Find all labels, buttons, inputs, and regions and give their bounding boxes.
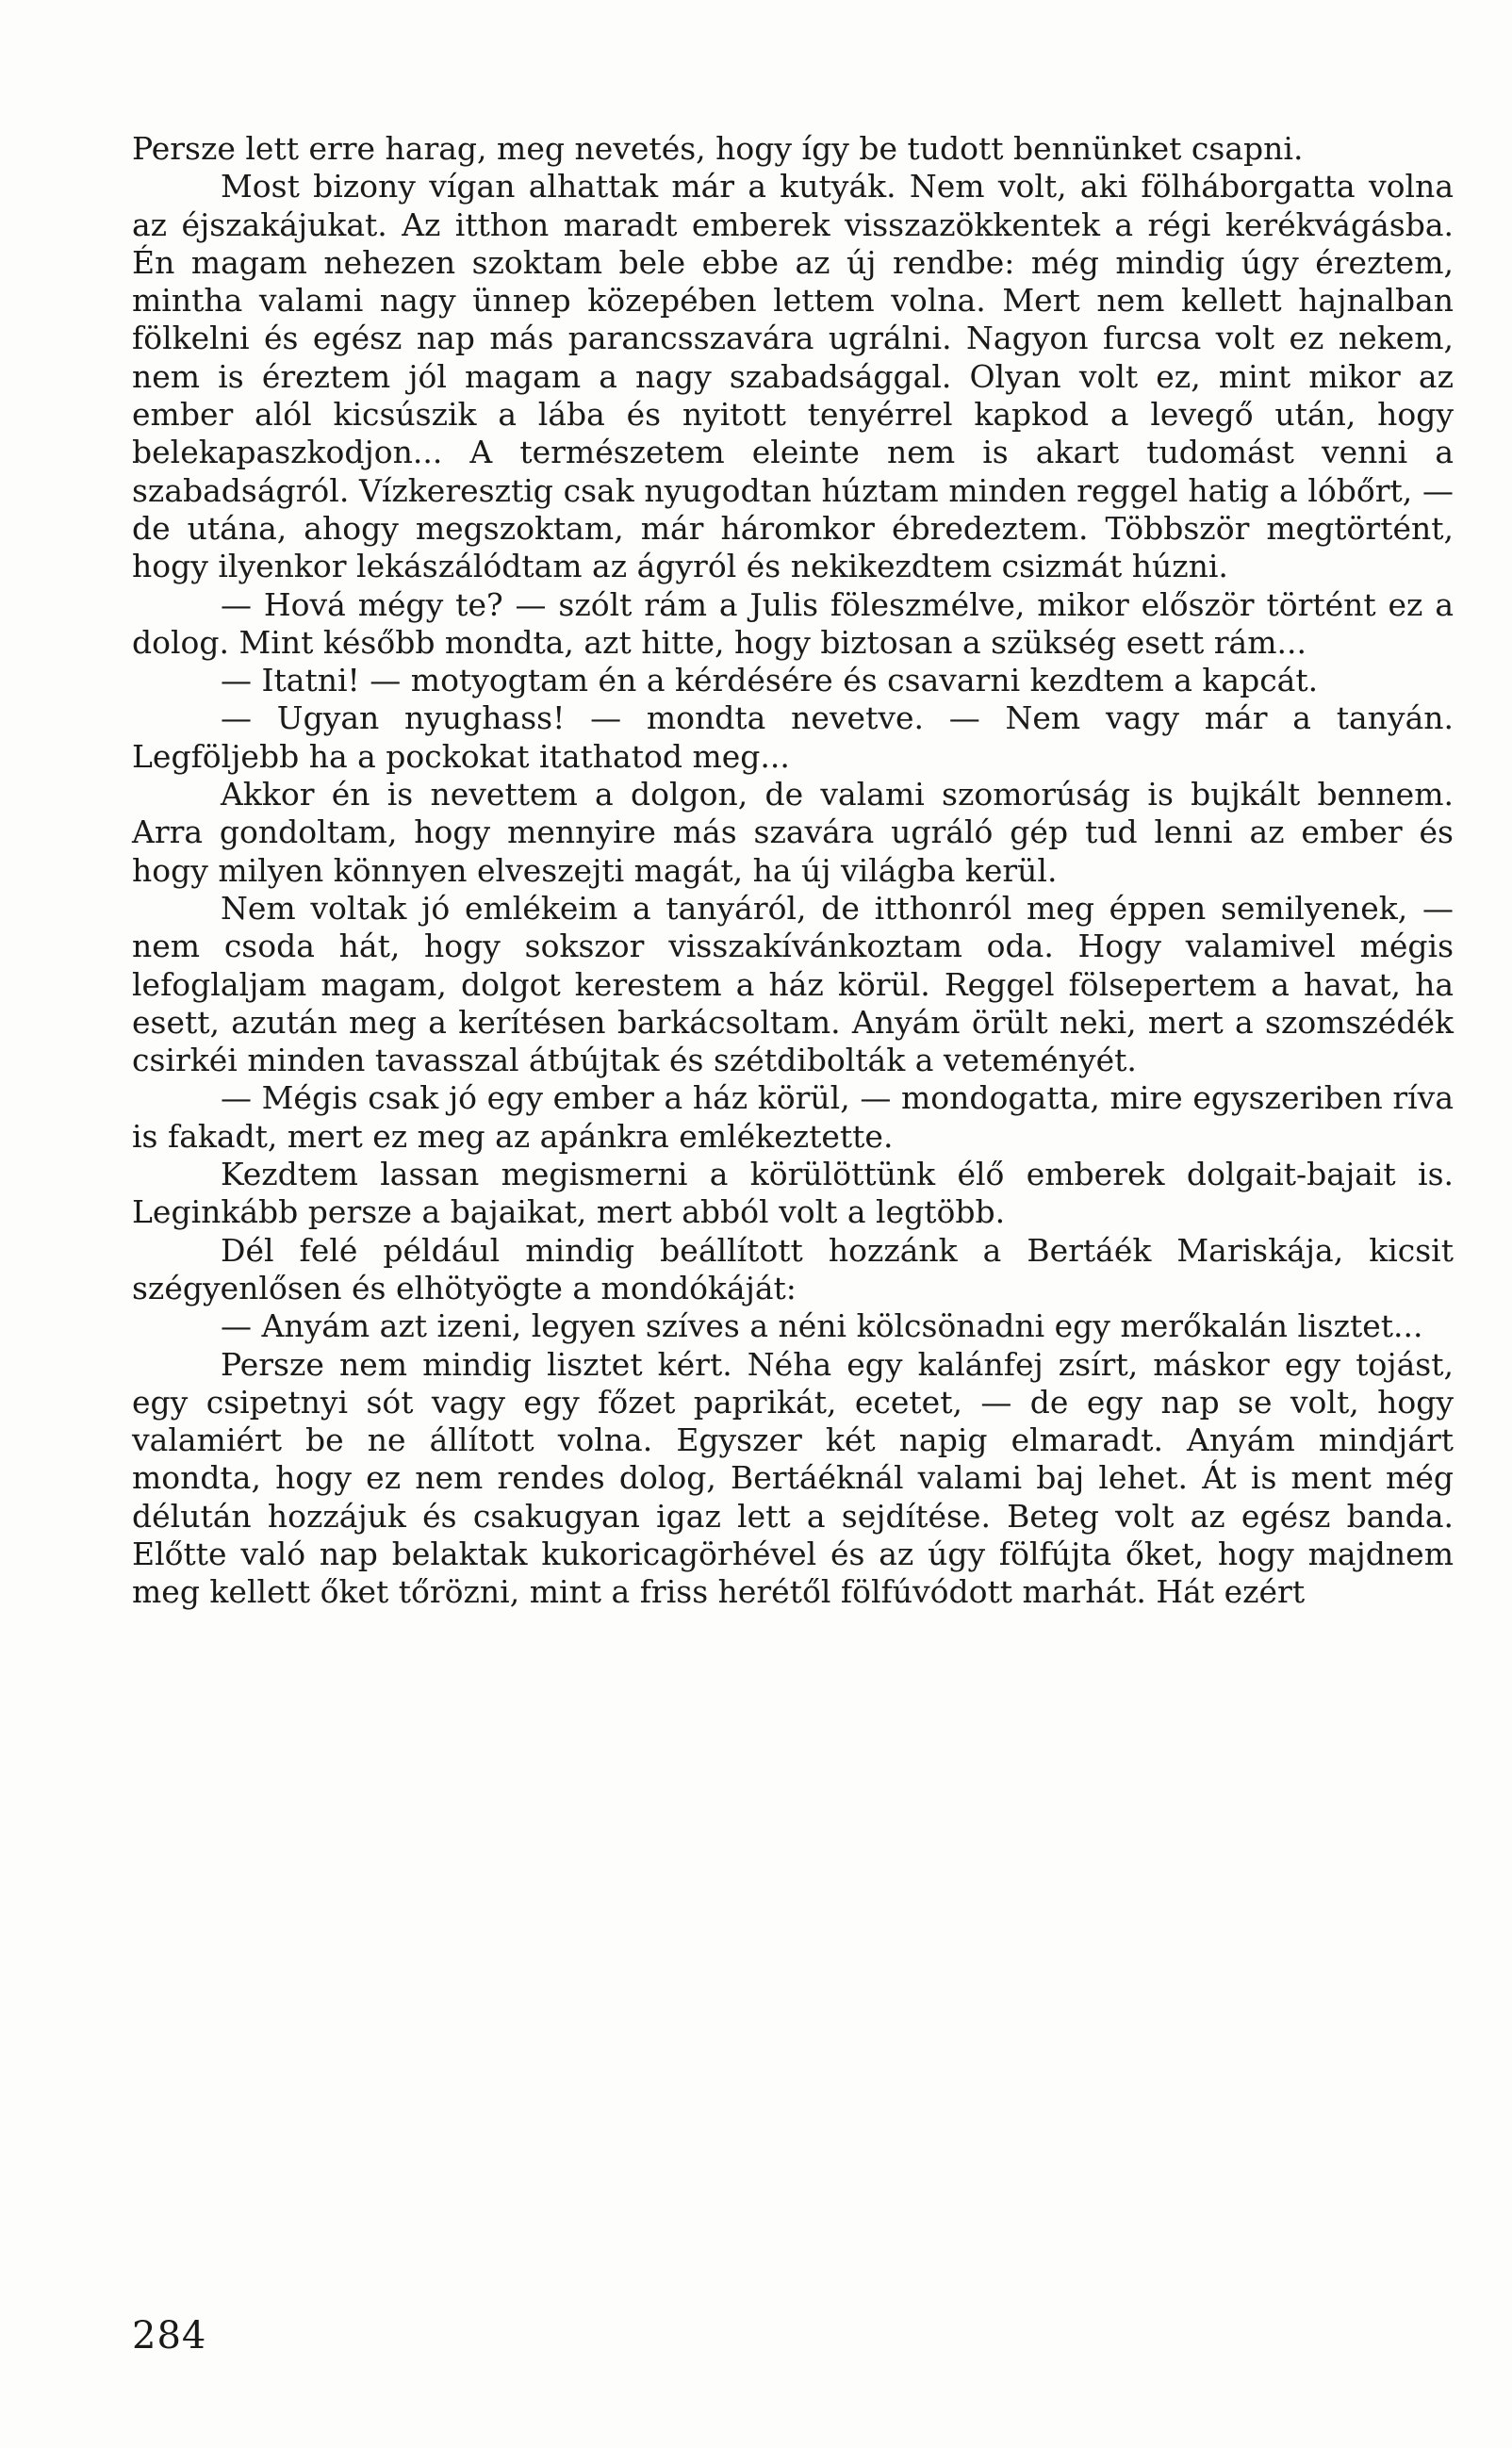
paragraph: Persze nem mindig lisztet kért. Néha egy kalánfej zsírt, máskor egy tojást, egy csipetnyi sót vagy egy főzet paprikát, ecetet, — de egy nap se volt, hogy valamiért be ne állított volna. Egyszer két napig elmaradt. Anyám mindjárt mondta, hogy ez nem rendes dolog, Bertáéknál valami baj lehet. Át is ment még délután hozzájuk és csakugyan igaz lett a sejdítése. Beteg volt az egész banda. Előtte való nap belaktak kukoricagörhével és az úgy fölfújta őket, hogy majdnem meg kellett őket tőrözni, mint a friss herétől fölfúvódott marhát. Hát ezért [132,1345,1454,1611]
paragraph: Persze lett erre harag, meg nevetés, hogy így be tudott bennünket csapni. [132,130,1304,167]
paragraph: Dél felé például mindig beállított hozzánk a Bertáék Mariskája, kicsit szégyenlősen és elhötyögte a mondókáját: [132,1231,1454,1306]
paragraph: — Mégis csak jó egy ember a ház körül, — mondogatta, mire egyszeriben ríva is fakadt, mert ez meg az apánkra emlékeztette. [132,1079,1454,1155]
body-text [132,130,1454,1612]
paragraph: — Ugyan nyughass! — mondta nevetve. — Nem vagy már a tanyán. Legföljebb ha a pockokat itathatod meg... [132,699,1454,775]
paragraph: — Hová mégy te? — szólt rám a Julis föleszmélve, mikor először történt ez a dolog. Mint később mondta, azt hitte, hogy biztosan a szükség esett rám... [132,585,1454,661]
paragraph: Kezdtem lassan megismerni a körülöttünk élő emberek dolgait-bajait is. Leginkább persze a bajaikat, mert abból volt a legtöbb. [132,1156,1454,1231]
paragraph: Most bizony vígan alhattak már a kutyák. Nem volt, aki fölháborgatta volna az éjszakájukat. Az itthon maradt emberek visszazökkentek a régi kerékvágásba. Én magam nehezen szoktam bele ebbe az új rendbe: még mindig úgy éreztem, mintha valami nagy ünnep közepében lettem volna. Mert nem kellett hajnalban fölkelni és egész nap más parancsszavára ugrálni. Nagyon furcsa volt ez nekem, nem is éreztem jól magam a nagy szabadsággal. Olyan volt ez, mint mikor az ember alól kicsúszik a lába és nyitott tenyérrel kapkod a levegő után, hogy belekapaszkodjon... A természetem eleinte nem is akart tudomást venni a szabadságról. Vízkeresztig csak nyugodtan húztam minden reggel hatig a lóbőrt, — de utána, ahogy megszoktam, már háromkor ébredeztem. Többször megtörtént, hogy ilyenkor lekászálódtam az ágyról és nekikezdtem csizmát húzni. [132,168,1454,585]
paragraph: Nem voltak jó emlékeim a tanyáról, de itthonról meg éppen semilyenek, — nem csoda hát, hogy sokszor visszakívánkoztam oda. Hogy valamivel mégis lefoglaljam magam, dolgot kerestem a ház körül. Reggel fölsepertem a havat, ha esett, azután meg a kerítésen barkácsoltam. Anyám örült neki, mert a szomszédék csirkéi minden tavasszal átbújtak és szétdibolták a veteményét. [132,889,1454,1079]
paragraph: Akkor én is nevettem a dolgon, de valami szomorúság is bujkált bennem. Arra gondoltam, hogy mennyire más szavára ugráló gép tud lenni az ember és hogy milyen könnyen elveszejti magát, ha új világba kerül. [132,776,1454,889]
paragraph: — Itatni! — motyogtam én a kérdésére és csavarni kezdtem a kapcát. [221,662,1319,699]
page-number: 284 [132,2314,207,2358]
paragraph: — Anyám azt izeni, legyen szíves a néni kölcsönadni egy merőkalán lisztet... [221,1307,1423,1345]
